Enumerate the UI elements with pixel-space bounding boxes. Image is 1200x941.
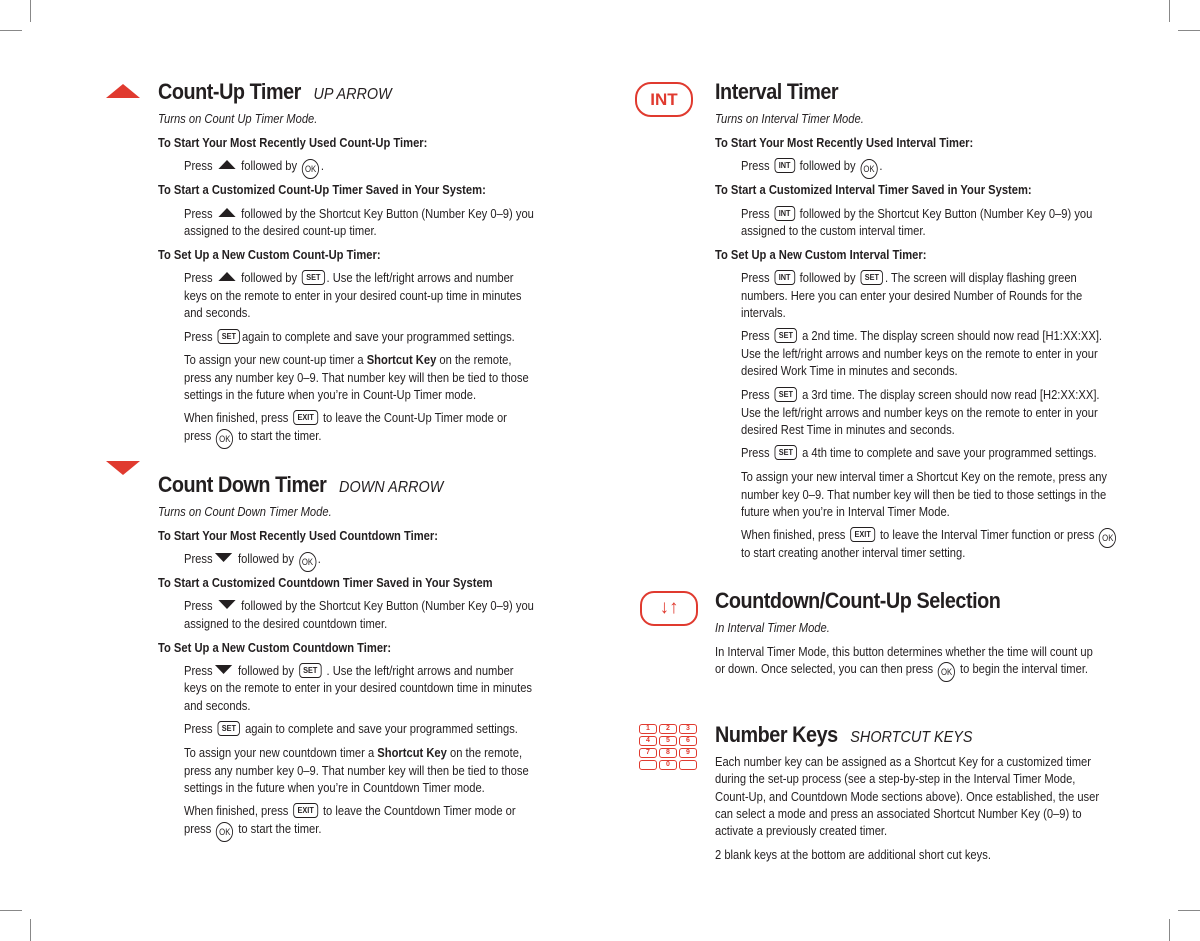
crop-mark — [1178, 910, 1200, 911]
interval-title: Interval Timer — [715, 79, 839, 104]
interval-step-7-cont: future when you’re in Interval Timer Mode. — [741, 504, 950, 519]
countup-step-3: Press followed by SET . Use the left/right arrows and number — [184, 270, 514, 285]
interval-step-3: Press INT followed by SET . The screen will display flashing green — [741, 270, 1077, 285]
set-key: SET — [774, 445, 797, 460]
ok-key: OK — [216, 822, 233, 842]
set-key: SET — [774, 387, 797, 402]
up-arrow-key-icon — [218, 272, 235, 281]
interval-step-5-cont: desired Rest Time in minutes and seconds. — [741, 422, 955, 437]
countdown-heading-3: To Set Up a New Custom Countdown Timer: — [158, 640, 392, 655]
set-key: SET — [217, 721, 240, 736]
exit-key: EXIT — [293, 803, 318, 818]
countdown-step-3-cont: and seconds. — [184, 698, 251, 713]
selection-text-cont: or down. Once selected, you can then press OK to begin the interval timer. — [715, 660, 1088, 682]
countup-heading-2: To Start a Customized Count-Up Timer Saved in Your System: — [158, 182, 486, 197]
interval-step-7: To assign your new interval timer a Shortcut Key on the remote, press any — [741, 469, 1108, 484]
countdown-step-3-cont: keys on the remote to enter in your desired countdown time in minutes — [184, 680, 533, 695]
countup-step-2-cont: assigned to the desired count-up timer. — [184, 223, 377, 238]
countdown-step-6-cont: press OK to start the timer. — [184, 820, 321, 842]
countup-heading-3: To Set Up a New Custom Count-Up Timer: — [158, 247, 381, 262]
interval-step-4-cont: desired Work Time in minutes and seconds. — [741, 363, 958, 378]
interval-heading-1: To Start Your Most Recently Used Interval Timer: — [715, 135, 974, 150]
crop-mark — [0, 30, 22, 31]
interval-step-5-cont: Use the left/right arrows and number keys on the remote to enter in your — [741, 405, 1098, 420]
numberkeys-text: activate a previously created timer. — [715, 823, 888, 838]
countup-step-6: When finished, press EXIT to leave the Count-Up Timer mode or — [184, 410, 507, 425]
countup-step-1: Press followed by OK . — [184, 157, 324, 179]
keypad-key: 6 — [679, 736, 697, 746]
interval-step-2: Press INT followed by the Shortcut Key Button (Number Key 0–9) you — [741, 206, 1093, 221]
numberkeys-text: Count-Up, and Countdown Mode sections above). Once established, the user — [715, 789, 1100, 804]
countup-step-5: To assign your new count-up timer a Shortcut Key on the remote, — [184, 352, 512, 367]
interval-step-2-cont: assigned to the custom interval timer. — [741, 223, 926, 238]
interval-step-8: When finished, press EXIT to leave the Interval Timer function or press OK — [741, 526, 1118, 548]
countdown-step-1: Press followed by OK . — [184, 550, 321, 572]
crop-mark — [0, 910, 22, 911]
countdown-desc: Turns on Count Down Timer Mode. — [158, 504, 332, 519]
countup-title: Count-Up Timer UP ARROW — [158, 79, 392, 104]
countup-step-5-cont: press any number key 0–9. That number key will then be tied to those — [184, 370, 529, 385]
countup-desc: Turns on Count Up Timer Mode. — [158, 111, 318, 126]
set-key: SET — [860, 270, 883, 285]
interval-step-5: Press SET a 3rd time. The display screen should now read [H2:XX:XX]. — [741, 387, 1100, 402]
interval-heading-3: To Set Up a New Custom Interval Timer: — [715, 247, 927, 262]
set-key: SET — [774, 328, 797, 343]
countdown-step-3: Press followed by SET . Use the left/right arrows and number — [184, 663, 514, 678]
numberkeys-text: can select a mode and press an associated Shortcut Number Key (0–9) to — [715, 806, 1082, 821]
down-arrow-key-icon — [215, 665, 232, 674]
up-arrow-key-icon — [218, 208, 235, 217]
keypad-key-blank — [639, 760, 657, 770]
selection-text: In Interval Timer Mode, this button determines whether the time will count up — [715, 644, 1093, 659]
keypad-key: 2 — [659, 724, 677, 734]
crop-mark — [1169, 0, 1170, 22]
down-arrow-key-icon — [218, 600, 235, 609]
down-up-arrows-icon: ↓↑ — [640, 591, 698, 626]
crop-mark — [1169, 919, 1170, 941]
down-arrow-icon — [106, 461, 140, 475]
interval-step-6: Press SET a 4th time to complete and save your programmed settings. — [741, 445, 1097, 460]
set-key: SET — [302, 270, 325, 285]
countup-step-6-cont: press OK to start the timer. — [184, 427, 321, 449]
countup-step-2: Press followed by the Shortcut Key Button (Number Key 0–9) you — [184, 206, 534, 221]
up-arrow-key-icon — [218, 160, 235, 169]
crop-mark — [30, 919, 31, 941]
countdown-step-6: When finished, press EXIT to leave the Countdown Timer mode or — [184, 803, 516, 818]
keypad-key-blank — [679, 760, 697, 770]
numberkeys-text: during the set-up process (see a step-by-step in the Interval Timer Mode, — [715, 771, 1076, 786]
selection-title: Countdown/Count-Up Selection — [715, 588, 1001, 613]
exit-key: EXIT — [293, 410, 318, 425]
interval-step-1: Press INT followed by OK . — [741, 157, 882, 179]
ok-key: OK — [860, 159, 877, 179]
crop-mark — [1178, 30, 1200, 31]
countdown-step-5-cont: settings in the future when you’re in Countdown Timer mode. — [184, 780, 485, 795]
set-key: SET — [217, 329, 240, 344]
countup-step-3-cont: and seconds. — [184, 305, 251, 320]
ok-key: OK — [299, 552, 316, 572]
keypad-key: 1 — [639, 724, 657, 734]
numberkeys-text: Each number key can be assigned as a Shortcut Key for a customized timer — [715, 754, 1091, 769]
keypad-key: 5 — [659, 736, 677, 746]
countdown-heading-1: To Start Your Most Recently Used Countdown Timer: — [158, 528, 438, 543]
exit-key: EXIT — [850, 527, 875, 542]
numberkeys-note: 2 blank keys at the bottom are additional short cut keys. — [715, 847, 991, 862]
selection-desc: In Interval Timer Mode. — [715, 620, 830, 635]
down-arrow-key-icon — [215, 553, 232, 562]
countdown-step-4: Press SET again to complete and save your programmed settings. — [184, 721, 518, 736]
countup-heading-1: To Start Your Most Recently Used Count-Up Timer: — [158, 135, 428, 150]
keypad-key: 7 — [639, 748, 657, 758]
ok-key: OK — [1099, 528, 1116, 548]
countup-step-5-cont: settings in the future when you’re in Count-Up Timer mode. — [184, 387, 477, 402]
ok-key: OK — [216, 429, 233, 449]
int-key: INT — [774, 158, 794, 173]
countdown-title: Count Down Timer DOWN ARROW — [158, 472, 444, 497]
int-button-icon: INT — [635, 82, 693, 117]
countdown-step-2-cont: assigned to the desired countdown timer. — [184, 616, 388, 631]
up-arrow-icon — [106, 84, 140, 98]
int-key: INT — [774, 206, 794, 221]
interval-step-7-cont: number key 0–9. That number key will then be tied to those settings in the — [741, 487, 1107, 502]
keypad-key: 8 — [659, 748, 677, 758]
countdown-step-5-cont: press any number key 0–9. That number key will then be tied to those — [184, 763, 529, 778]
countdown-step-2: Press followed by the Shortcut Key Button (Number Key 0–9) you — [184, 598, 534, 613]
crop-mark — [30, 0, 31, 22]
interval-step-8-cont: to start creating another interval timer setting. — [741, 545, 966, 560]
keypad-key: 3 — [679, 724, 697, 734]
keypad-key: 9 — [679, 748, 697, 758]
interval-step-3-cont: intervals. — [741, 305, 786, 320]
int-key: INT — [774, 270, 794, 285]
ok-key: OK — [302, 159, 319, 179]
interval-step-4: Press SET a 2nd time. The display screen should now read [H1:XX:XX]. — [741, 328, 1103, 343]
countdown-step-5: To assign your new countdown timer a Shortcut Key on the remote, — [184, 745, 523, 760]
countdown-heading-2: To Start a Customized Countdown Timer Saved in Your System — [158, 575, 493, 590]
keypad-key: 0 — [659, 760, 677, 770]
interval-step-3-cont: numbers. Here you can enter your desired Number of Rounds for the — [741, 288, 1083, 303]
numberkeys-title: Number Keys SHORTCUT KEYS — [715, 722, 973, 747]
countup-step-3-cont: keys on the remote to enter in your desired count-up time in minutes — [184, 288, 522, 303]
interval-heading-2: To Start a Customized Interval Timer Saved in Your System: — [715, 182, 1032, 197]
countup-step-4: Press SET again to complete and save your programmed settings. — [184, 329, 515, 344]
interval-desc: Turns on Interval Timer Mode. — [715, 111, 864, 126]
set-key: SET — [299, 663, 322, 678]
keypad-key: 4 — [639, 736, 657, 746]
interval-step-4-cont: Use the left/right arrows and number keys on the remote to enter in your — [741, 346, 1098, 361]
ok-key: OK — [938, 662, 955, 682]
